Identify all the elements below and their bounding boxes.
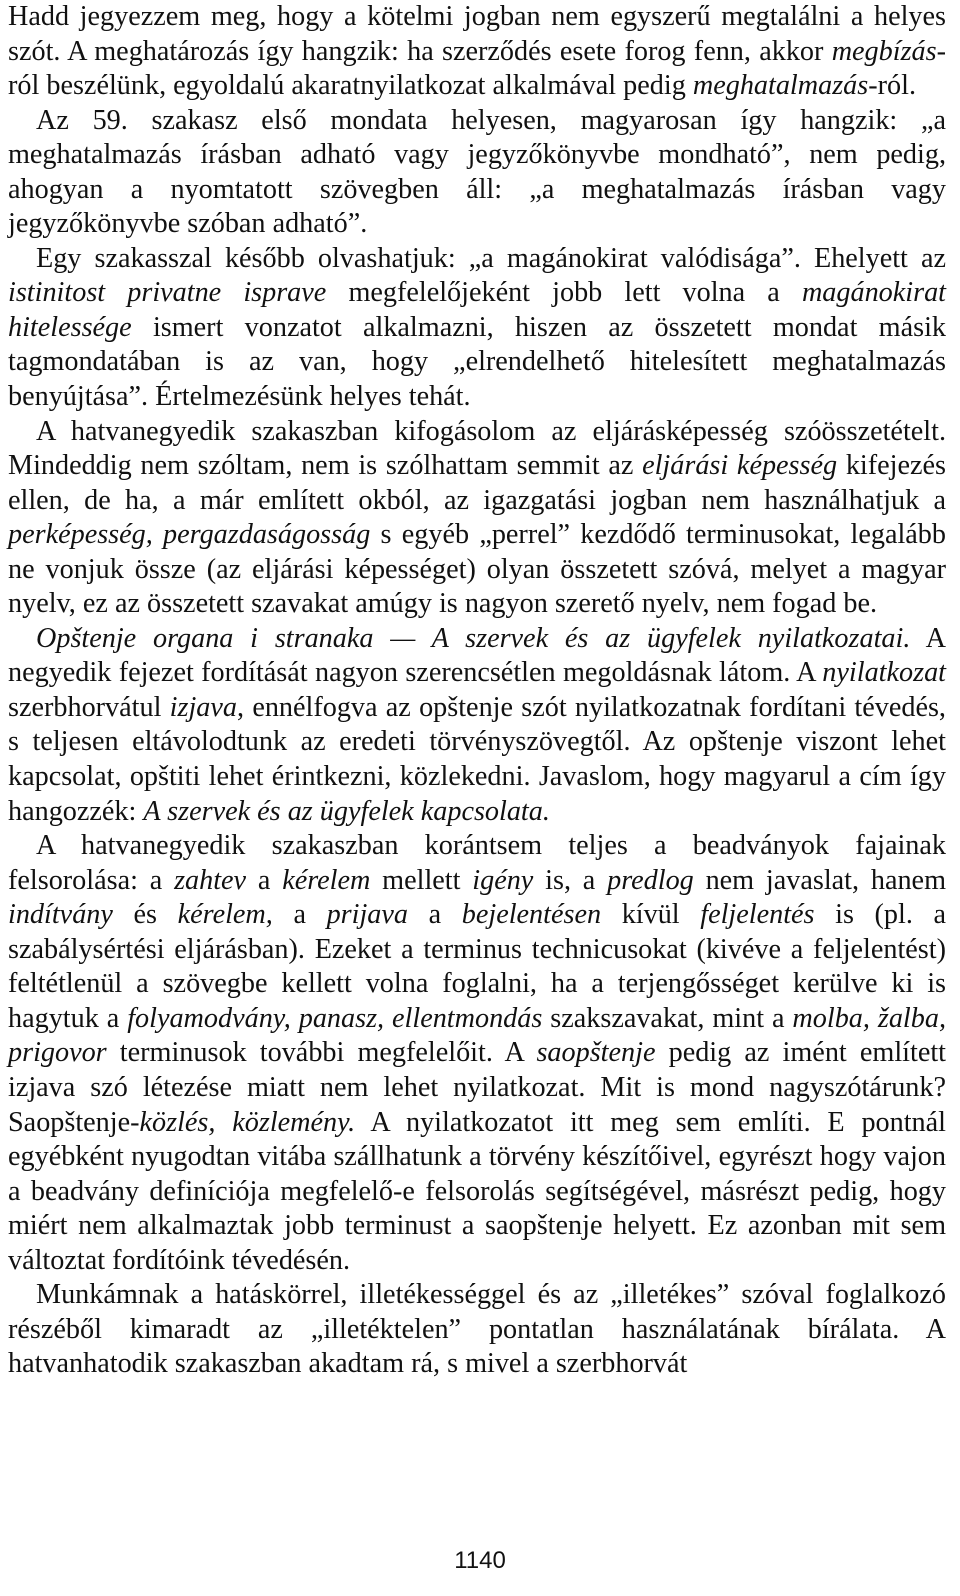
text-run: Munkámnak a hatáskörrel, illetékességgel és az „illetékes” szóval foglalkozó részéből kimaradt az „illetéktelen” pontatlan használatának bírálata. A hatvanhatodik szakaszban akadtam rá, s mivel a szerbhorvát (8, 1279, 946, 1380)
italic-term: zahtev (174, 864, 247, 896)
text-run: is, a (533, 864, 608, 896)
page-number: 1140 (454, 1547, 506, 1574)
italic-term: Opštenje organa i stranaka — A szervek és az ügyfelek nyilatkozatai. (36, 622, 911, 654)
paragraph (8, 104, 946, 242)
text-run: , ennélfogva az opštenje szót nyilatkozatnak fordítani tévedés, s teljesen eltávolodtunk az eredeti törvényszövegtől. Az opštenje viszont lehet kapcsolat, opštiti lehet érintkezni, közlekedni. Javaslom, hogy magyarul a cím így hangozzék: (8, 691, 946, 827)
italic-term: prijava (326, 899, 409, 931)
text-run: A hatvanegyedik szakaszban korántsem teljes a beadványok fajainak felsorolása: a (8, 830, 946, 896)
paragraph (8, 415, 946, 622)
text-run: Egy szakasszal később olvashatjuk: „a magánokirat valódisága”. Ehelyett az (36, 242, 946, 274)
text-run: szerbhorvátul (8, 691, 170, 723)
italic-term: nyilatkozat (822, 657, 946, 689)
text-run: pedig az imént említett izjava szó létezése miatt nem lehet nyilatkozat. Mit is mond nagyszótárunk? Saopštenje- (8, 1037, 946, 1138)
text-run: nem javaslat, hanem (693, 864, 946, 896)
italic-term: magánokirat hitelessége (8, 277, 947, 343)
text-run: -ról. (868, 70, 916, 102)
text-run: -ról beszélünk, egyoldalú akaratnyilatkozat alkalmával pedig (8, 35, 946, 102)
text-run: a (408, 899, 462, 931)
text-run: Hadd jegyezzem meg, hogy a kötelmi jogban nem egyszerű megtalálni a helyes szót. A meghatározás így hangzik: ha szerződés esete forog fenn, akkor (8, 1, 946, 67)
italic-term: feljelentés (700, 899, 815, 931)
italic-term: bejelentésen (461, 899, 602, 931)
paragraph (8, 829, 946, 1278)
italic-term: kérelem, (177, 899, 273, 931)
text-run: szakszavakat, mint a (542, 1002, 793, 1034)
italic-term: közlés, közlemény. (139, 1106, 356, 1138)
italic-term: eljárási képesség (642, 450, 838, 482)
text-run: Az 59. szakasz első mondata helyesen, magyarosan így hangzik: „a meghatalmazás írásban adható vagy jegyzőkönyvbe mondható”, nem pedig, ahogyan a nyomtatott szövegben áll: „a meghatalmazás írásban vagy jegyzőkönyvbe szóban adható”. (8, 104, 946, 240)
italic-term: megbízás (831, 35, 937, 67)
text-run: s egyéb „perrel” kezdődő terminusokat, legalább ne vonjuk össze (az eljárási képességet) olyan összetett szóvá, melyet a magyar nyelv, ez az összetett szavakat amúgy is nagyon szerető nyelv, nem fogad be. (8, 519, 946, 620)
italic-term: molba, žalba, prigovor (8, 1002, 946, 1069)
text-run: megfelelőjeként jobb lett volna a (326, 277, 802, 309)
text-run: A hatvanegyedik szakaszban kifogásolom az eljárásképesség szóösszetételt. Mindeddig nem szóltam, nem is szólhattam semmit az (8, 415, 946, 482)
paragraph (8, 0, 946, 104)
body-text (8, 0, 946, 1382)
italic-term: meghatalmazás (692, 70, 869, 102)
paragraph (8, 242, 946, 415)
text-run: és (112, 899, 178, 931)
italic-term: kérelem (282, 864, 371, 896)
italic-term: perképesség, pergazdaságosság (8, 519, 371, 551)
italic-term: indítvány (8, 899, 113, 931)
text-run: terminusok további megfelelőit. A (106, 1037, 537, 1069)
italic-term: istinitost privatne isprave (8, 277, 327, 309)
italic-term: folyamodvány, panasz, ellentmondás (127, 1002, 543, 1034)
text-run: a (272, 899, 327, 931)
text-run: A negyedik fejezet fordítását nagyon szerencsétlen megoldásnak látom. A (8, 622, 946, 689)
text-run: is (pl. a szabálysértési eljárásban). Ezeket a terminus technicusokat (kivéve a feljelentést) feltétlenül a szövegbe kellett volna foglalni, ha a terjengősséget kerülve ki is hagytuk a (8, 899, 947, 1034)
text-run: a (246, 864, 283, 896)
text-run: kívül (601, 899, 701, 931)
italic-term: A szervek és az ügyfelek kapcsolata. (143, 795, 550, 827)
text-run: ismert vonzatot alkalmazni, hiszen az összetett mondat másik tagmondatában is az van, hogy „elrendelhető hitelesített meghatalmazás benyújtása”. Értelmezésünk helyes tehát. (8, 311, 946, 413)
text-run: A nyilatkozatot itt meg sem említi. E pontnál egyébként nyugodtan vitába szállhatunk a törvény készítőivel, egyrészt hogy vajon a beadvány definíciója megfelelő-e felsorolás segítségével, másrészt pedig, hogy miért nem alkalmaztak jobb terminust a saopštenje helyett. Ez azonban mit sem változtat fordítóink tévedésén. (8, 1106, 946, 1276)
text-run: mellett (370, 864, 473, 896)
italic-term: saopštenje (536, 1037, 656, 1069)
paragraph (8, 622, 946, 829)
italic-term: predlog (607, 864, 694, 896)
text-run: kifejezés ellen, de ha, a már említett okból, az igazgatási jogban nem használhatjuk a (8, 450, 946, 516)
italic-term: igény (472, 864, 534, 896)
italic-term: izjava (169, 691, 238, 723)
paragraph (8, 1278, 946, 1382)
